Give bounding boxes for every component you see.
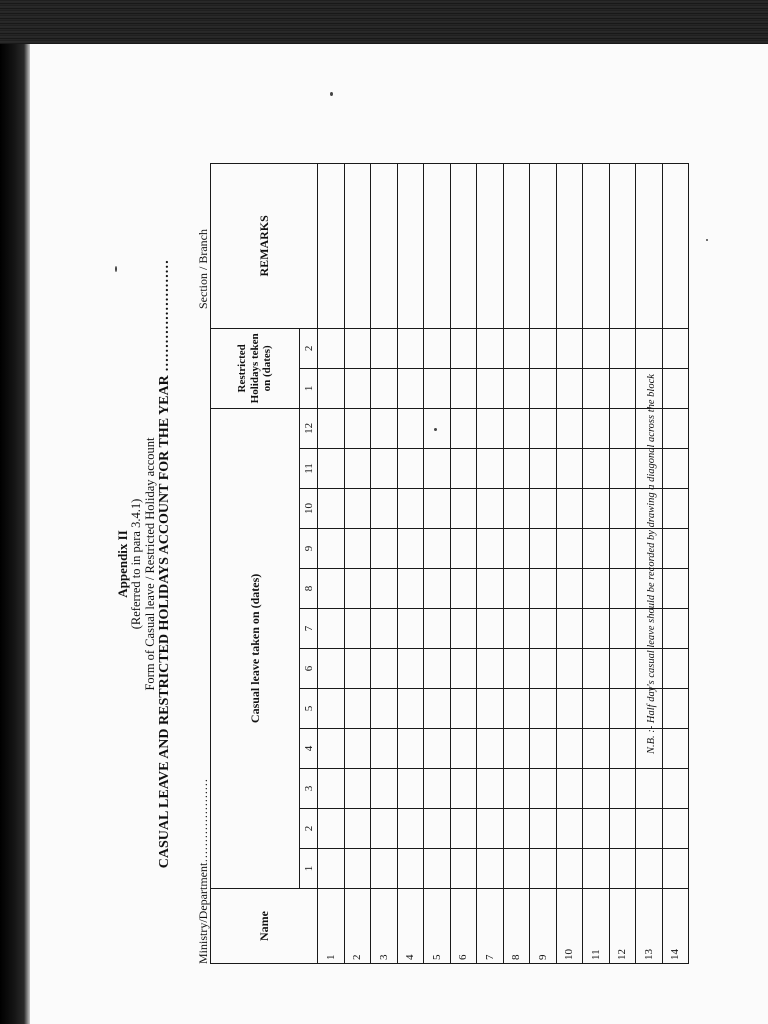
blank-entry-cell <box>583 368 610 408</box>
blank-entry-cell <box>318 489 345 529</box>
blank-entry-cell <box>318 368 345 408</box>
row-number-cell: 7 <box>477 889 504 964</box>
blank-entry-cell <box>450 809 477 849</box>
blank-entry-cell <box>662 449 689 489</box>
blank-entry-cell <box>503 569 530 609</box>
blank-entry-cell <box>450 769 477 809</box>
blank-entry-cell <box>371 569 398 609</box>
blank-entry-cell <box>371 529 398 569</box>
ministry-label: Ministry/Department………………… <box>196 778 210 964</box>
blank-entry-cell <box>424 449 451 489</box>
blank-entry-cell <box>344 328 371 368</box>
blank-entry-cell <box>609 489 636 529</box>
blank-entry-cell <box>397 328 424 368</box>
row-number-cell: 11 <box>583 889 610 964</box>
blank-entry-cell <box>318 609 345 649</box>
blank-entry-cell <box>583 163 610 328</box>
blank-entry-cell <box>530 328 557 368</box>
row-number-cell: 8 <box>503 889 530 964</box>
blank-entry-cell <box>530 569 557 609</box>
blank-entry-cell <box>609 649 636 689</box>
blank-entry-cell <box>371 809 398 849</box>
blank-entry-cell <box>662 609 689 649</box>
blank-entry-cell <box>397 769 424 809</box>
blank-entry-cell <box>662 569 689 609</box>
blank-entry-cell <box>397 529 424 569</box>
blank-entry-cell <box>609 689 636 729</box>
blank-entry-cell <box>530 649 557 689</box>
blank-entry-cell <box>371 649 398 689</box>
blank-entry-cell <box>424 769 451 809</box>
table-body <box>318 163 689 963</box>
casual-day-col-header: 4 <box>300 729 318 769</box>
blank-entry-cell <box>662 809 689 849</box>
blank-entry-cell <box>318 809 345 849</box>
blank-entry-cell <box>556 649 583 689</box>
blank-entry-cell <box>450 849 477 889</box>
blank-entry-cell <box>450 569 477 609</box>
blank-entry-cell <box>583 529 610 569</box>
blank-entry-cell <box>318 849 345 889</box>
blank-entry-cell <box>556 489 583 529</box>
blank-entry-cell <box>609 609 636 649</box>
blank-entry-cell <box>371 609 398 649</box>
blank-entry-cell <box>318 449 345 489</box>
blank-entry-cell <box>556 729 583 769</box>
blank-entry-cell <box>344 449 371 489</box>
blank-entry-cell <box>530 489 557 529</box>
blank-entry-cell <box>636 769 663 809</box>
blank-entry-cell <box>371 163 398 328</box>
blank-entry-cell <box>424 489 451 529</box>
row-number-cell: 14 <box>662 889 689 964</box>
blank-entry-cell <box>397 449 424 489</box>
blank-entry-cell <box>397 849 424 889</box>
blank-entry-cell <box>344 529 371 569</box>
section-label: Section / Branch <box>196 229 210 309</box>
blank-entry-cell <box>583 769 610 809</box>
blank-entry-cell <box>397 368 424 408</box>
blank-entry-cell <box>636 328 663 368</box>
blank-entry-cell <box>450 163 477 328</box>
blank-entry-cell <box>344 649 371 689</box>
blank-entry-cell <box>450 609 477 649</box>
blank-entry-cell <box>450 529 477 569</box>
casual-day-col-header: 9 <box>300 529 318 569</box>
blank-entry-cell <box>344 163 371 328</box>
blank-entry-cell <box>503 689 530 729</box>
casual-day-col-header: 8 <box>300 569 318 609</box>
blank-entry-cell <box>556 809 583 849</box>
casual-leave-header: Casual leave taken on (dates) <box>211 408 300 888</box>
blank-entry-cell <box>503 328 530 368</box>
blank-entry-cell <box>424 729 451 769</box>
blank-entry-cell <box>662 849 689 889</box>
remarks-header: REMARKS <box>211 163 318 328</box>
casual-day-col-header: 11 <box>300 449 318 489</box>
blank-entry-cell <box>371 368 398 408</box>
blank-entry-cell <box>530 769 557 809</box>
blank-entry-cell <box>397 809 424 849</box>
rotated-form-sheet <box>110 164 682 964</box>
blank-entry-cell <box>530 408 557 448</box>
blank-entry-cell <box>503 809 530 849</box>
blank-entry-cell <box>318 163 345 328</box>
blank-entry-cell <box>318 408 345 448</box>
blank-entry-cell <box>344 569 371 609</box>
casual-day-col-header: 6 <box>300 649 318 689</box>
row-number-cell: 3 <box>371 889 398 964</box>
blank-entry-cell <box>662 368 689 408</box>
blank-entry-cell <box>450 328 477 368</box>
row-number-cell: 9 <box>530 889 557 964</box>
scan-speck <box>115 266 117 272</box>
name-header: Name <box>211 889 318 964</box>
row-number-cell: 4 <box>397 889 424 964</box>
blank-entry-cell <box>503 163 530 328</box>
row-number-cell: 1 <box>318 889 345 964</box>
table-row <box>424 163 451 963</box>
blank-entry-cell <box>556 849 583 889</box>
blank-entry-cell <box>583 609 610 649</box>
blank-entry-cell <box>397 569 424 609</box>
referred-line: (Referred to in para 3.4.1) <box>129 498 143 630</box>
blank-entry-cell <box>583 408 610 448</box>
rh-day-col-header: 2 <box>300 328 318 368</box>
blank-entry-cell <box>530 449 557 489</box>
blank-entry-cell <box>477 328 504 368</box>
row-number-cell: 5 <box>424 889 451 964</box>
blank-entry-cell <box>371 449 398 489</box>
blank-entry-cell <box>530 689 557 729</box>
blank-entry-cell <box>609 328 636 368</box>
blank-entry-cell <box>344 368 371 408</box>
table-row <box>556 163 583 963</box>
blank-entry-cell <box>424 649 451 689</box>
row-number-cell: 13 <box>636 889 663 964</box>
blank-entry-cell <box>609 449 636 489</box>
blank-entry-cell <box>530 368 557 408</box>
blank-entry-cell <box>344 809 371 849</box>
blank-entry-cell <box>556 569 583 609</box>
blank-entry-cell <box>662 163 689 328</box>
blank-entry-cell <box>662 769 689 809</box>
blank-entry-cell <box>424 809 451 849</box>
blank-entry-cell <box>397 163 424 328</box>
blank-entry-cell <box>318 729 345 769</box>
blank-entry-cell <box>503 649 530 689</box>
table-row <box>530 163 557 963</box>
blank-entry-cell <box>450 449 477 489</box>
blank-entry-cell <box>530 809 557 849</box>
casual-day-col-header: 3 <box>300 769 318 809</box>
blank-entry-cell <box>344 729 371 769</box>
blank-entry-cell <box>503 609 530 649</box>
blank-entry-cell <box>397 489 424 529</box>
document-page <box>30 44 768 1024</box>
blank-entry-cell <box>477 809 504 849</box>
blank-entry-cell <box>344 489 371 529</box>
blank-entry-cell <box>556 689 583 729</box>
casual-day-col-header: 10 <box>300 489 318 529</box>
blank-entry-cell <box>583 729 610 769</box>
rh-day-col-header: 1 <box>300 368 318 408</box>
table-row <box>397 163 424 963</box>
casual-day-col-header: 2 <box>300 809 318 849</box>
appendix-heading: Appendix II <box>115 530 130 598</box>
blank-entry-cell <box>583 449 610 489</box>
blank-entry-cell <box>609 569 636 609</box>
blank-entry-cell <box>477 408 504 448</box>
blank-entry-cell <box>662 408 689 448</box>
blank-entry-cell <box>530 849 557 889</box>
blank-entry-cell <box>371 729 398 769</box>
blank-entry-cell <box>583 649 610 689</box>
casual-day-col-header: 7 <box>300 609 318 649</box>
blank-entry-cell <box>318 649 345 689</box>
leave-account-table <box>210 163 689 964</box>
table-row <box>662 163 689 963</box>
blank-entry-cell <box>397 729 424 769</box>
blank-entry-cell <box>371 849 398 889</box>
blank-entry-cell <box>424 849 451 889</box>
blank-entry-cell <box>530 729 557 769</box>
blank-entry-cell <box>583 689 610 729</box>
row-number-cell: 2 <box>344 889 371 964</box>
blank-entry-cell <box>477 609 504 649</box>
blank-entry-cell <box>609 529 636 569</box>
blank-entry-cell <box>503 489 530 529</box>
blank-entry-cell <box>609 849 636 889</box>
blank-entry-cell <box>556 769 583 809</box>
blank-entry-cell <box>318 689 345 729</box>
main-title: CASUAL LEAVE AND RESTRICTED HOLIDAYS ACCOUNT FOR THE YEAR …………………… <box>157 259 172 869</box>
blank-entry-cell <box>583 489 610 529</box>
casual-day-col-header: 1 <box>300 849 318 889</box>
blank-entry-cell <box>503 529 530 569</box>
blank-entry-cell <box>450 489 477 529</box>
blank-entry-cell <box>371 489 398 529</box>
blank-entry-cell <box>583 809 610 849</box>
row-number-cell: 6 <box>450 889 477 964</box>
blank-entry-cell <box>424 368 451 408</box>
blank-entry-cell <box>344 689 371 729</box>
blank-entry-cell <box>662 729 689 769</box>
blank-entry-cell <box>503 849 530 889</box>
blank-entry-cell <box>344 609 371 649</box>
blank-entry-cell <box>609 769 636 809</box>
blank-entry-cell <box>450 689 477 729</box>
blank-entry-cell <box>503 729 530 769</box>
blank-entry-cell <box>397 408 424 448</box>
blank-entry-cell <box>424 569 451 609</box>
blank-entry-cell <box>556 529 583 569</box>
blank-entry-cell <box>609 368 636 408</box>
table-row <box>450 163 477 963</box>
blank-entry-cell <box>318 769 345 809</box>
table-row <box>503 163 530 963</box>
table-row <box>344 163 371 963</box>
restricted-holidays-header: Restricted Holidays teken on (dates) <box>211 328 300 408</box>
blank-entry-cell <box>477 849 504 889</box>
blank-entry-cell <box>477 489 504 529</box>
blank-entry-cell <box>556 408 583 448</box>
blank-entry-cell <box>662 529 689 569</box>
blank-entry-cell <box>344 408 371 448</box>
footnote: N.B. :- Half day's casual leave should be recorded by drawing a diagonal across the block <box>646 374 657 754</box>
blank-entry-cell <box>477 163 504 328</box>
scan-speck <box>434 428 437 431</box>
blank-entry-cell <box>477 569 504 609</box>
blank-entry-cell <box>503 769 530 809</box>
blank-entry-cell <box>318 328 345 368</box>
table-row <box>609 163 636 963</box>
blank-entry-cell <box>636 849 663 889</box>
blank-entry-cell <box>609 163 636 328</box>
blank-entry-cell <box>450 368 477 408</box>
blank-entry-cell <box>503 449 530 489</box>
row-number-cell: 10 <box>556 889 583 964</box>
scan-left-border <box>0 44 30 1024</box>
blank-entry-cell <box>662 649 689 689</box>
scan-speck <box>330 92 333 96</box>
table-row <box>477 163 504 963</box>
blank-entry-cell <box>477 729 504 769</box>
blank-entry-cell <box>609 408 636 448</box>
blank-entry-cell <box>477 449 504 489</box>
blank-entry-cell <box>450 649 477 689</box>
blank-entry-cell <box>662 328 689 368</box>
blank-entry-cell <box>583 328 610 368</box>
blank-entry-cell <box>583 849 610 889</box>
blank-entry-cell <box>397 689 424 729</box>
blank-entry-cell <box>344 849 371 889</box>
blank-entry-cell <box>424 689 451 729</box>
blank-entry-cell <box>477 649 504 689</box>
blank-entry-cell <box>556 449 583 489</box>
blank-entry-cell <box>556 368 583 408</box>
blank-entry-cell <box>477 529 504 569</box>
blank-entry-cell <box>450 729 477 769</box>
blank-entry-cell <box>609 809 636 849</box>
blank-entry-cell <box>424 609 451 649</box>
blank-entry-cell <box>662 489 689 529</box>
table-row <box>583 163 610 963</box>
blank-entry-cell <box>371 408 398 448</box>
blank-entry-cell <box>503 408 530 448</box>
blank-entry-cell <box>371 689 398 729</box>
row-number-cell: 12 <box>609 889 636 964</box>
blank-entry-cell <box>344 769 371 809</box>
blank-entry-cell <box>636 163 663 328</box>
blank-entry-cell <box>556 609 583 649</box>
blank-entry-cell <box>583 569 610 609</box>
blank-entry-cell <box>477 368 504 408</box>
blank-entry-cell <box>477 689 504 729</box>
blank-entry-cell <box>556 163 583 328</box>
blank-entry-cell <box>424 328 451 368</box>
blank-entry-cell <box>609 729 636 769</box>
blank-entry-cell <box>318 569 345 609</box>
blank-entry-cell <box>530 609 557 649</box>
blank-entry-cell <box>662 689 689 729</box>
casual-day-col-header: 5 <box>300 689 318 729</box>
blank-entry-cell <box>636 809 663 849</box>
scan-top-border <box>0 0 768 44</box>
table-row <box>371 163 398 963</box>
blank-entry-cell <box>424 529 451 569</box>
table-row <box>318 163 345 963</box>
blank-entry-cell <box>397 609 424 649</box>
blank-entry-cell <box>530 163 557 328</box>
blank-entry-cell <box>397 649 424 689</box>
blank-entry-cell <box>556 328 583 368</box>
casual-day-col-header: 12 <box>300 408 318 448</box>
scan-speck <box>706 239 708 241</box>
blank-entry-cell <box>530 529 557 569</box>
blank-entry-cell <box>318 529 345 569</box>
blank-entry-cell <box>371 769 398 809</box>
blank-entry-cell <box>503 368 530 408</box>
blank-entry-cell <box>371 328 398 368</box>
form-title: Form of Casual leave / Restricted Holiday account <box>143 437 157 691</box>
blank-entry-cell <box>477 769 504 809</box>
blank-entry-cell <box>424 163 451 328</box>
blank-entry-cell <box>450 408 477 448</box>
